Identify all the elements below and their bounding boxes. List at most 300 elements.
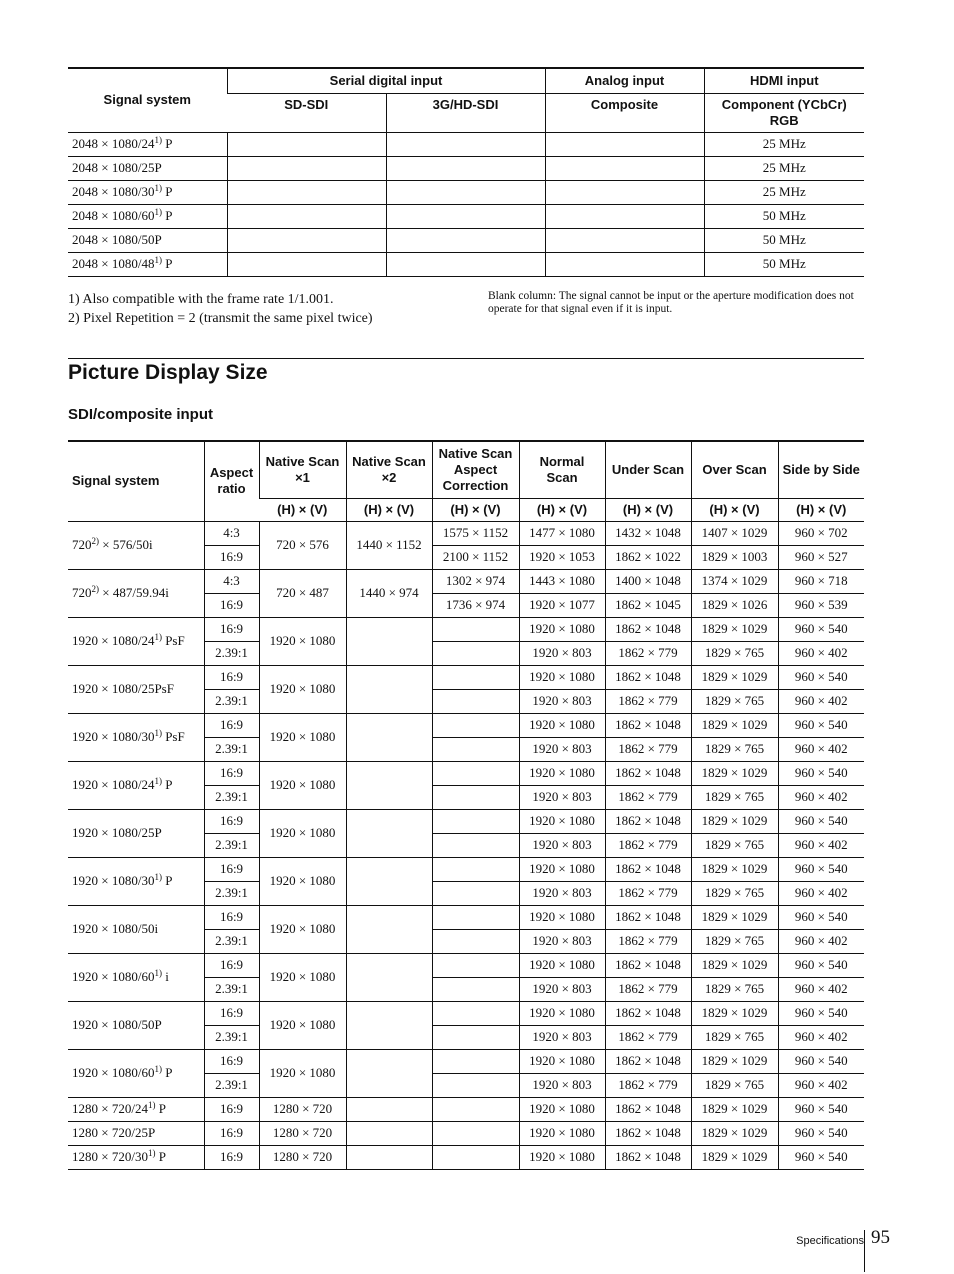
signal-base: 2048 × 1080/30 — [72, 184, 155, 199]
side-by-side-cell: 960 × 402 — [778, 881, 864, 905]
native-scan-x2-cell — [346, 617, 432, 665]
over-scan-cell: 1829 × 765 — [691, 881, 778, 905]
native-scan-x1-cell: 720 × 576 — [259, 521, 346, 569]
over-scan-cell: 1829 × 1029 — [691, 1121, 778, 1145]
picture-display-size-table — [68, 440, 864, 1170]
normal-scan-cell: 1920 × 1080 — [519, 761, 605, 785]
side-by-side-cell: 960 × 402 — [778, 1073, 864, 1097]
native-scan-x2-cell — [346, 1049, 432, 1097]
side-by-side-cell: 960 × 540 — [778, 713, 864, 737]
table-row — [68, 252, 864, 276]
aspect-ratio-cell: 2.39:1 — [204, 1073, 259, 1097]
normal-scan-cell: 1920 × 803 — [519, 689, 605, 713]
aspect-ratio-cell: 16:9 — [204, 1097, 259, 1121]
hdmi-cell: 25 MHz — [704, 180, 864, 204]
side-by-side-cell: 960 × 402 — [778, 833, 864, 857]
under-scan-cell: 1862 × 779 — [605, 881, 691, 905]
native-scan-x1-cell: 1920 × 1080 — [259, 857, 346, 905]
aspect-ratio-cell: 4:3 — [204, 521, 259, 545]
native-scan-aspect-cell — [432, 929, 519, 953]
native-scan-x2-cell — [346, 761, 432, 809]
header-component-line1: Component (YCbCr) — [721, 96, 847, 112]
native-scan-aspect-cell — [432, 737, 519, 761]
header-hv: (H) × (V) — [605, 498, 691, 521]
aspect-ratio-cell: 2.39:1 — [204, 785, 259, 809]
normal-scan-cell: 1920 × 803 — [519, 833, 605, 857]
signal-system-cell — [68, 617, 204, 665]
signal-system-cell — [68, 569, 204, 617]
side-by-side-cell: 960 × 527 — [778, 545, 864, 569]
side-by-side-cell: 960 × 402 — [778, 929, 864, 953]
aspect-ratio-cell: 2.39:1 — [204, 689, 259, 713]
hdmi-cell: 25 MHz — [704, 132, 864, 156]
over-scan-cell: 1407 × 1029 — [691, 521, 778, 545]
table-row — [68, 713, 864, 737]
signal-suffix: PsF — [161, 633, 185, 648]
native-scan-x2-cell — [346, 1001, 432, 1049]
sd-sdi-cell — [227, 252, 386, 276]
header-hdmi-input: HDMI input — [704, 68, 864, 93]
aspect-ratio-cell: 4:3 — [204, 569, 259, 593]
aspect-ratio-cell: 16:9 — [204, 1121, 259, 1145]
native-scan-x2-cell — [346, 665, 432, 713]
native-scan-x2-cell — [346, 857, 432, 905]
normal-scan-cell: 1920 × 803 — [519, 737, 605, 761]
under-scan-cell: 1862 × 779 — [605, 785, 691, 809]
sd-sdi-cell — [227, 204, 386, 228]
table-row — [68, 156, 864, 180]
signal-suffix: P — [155, 1149, 166, 1164]
footnote-ref: 1) — [154, 255, 162, 265]
over-scan-cell: 1829 × 765 — [691, 1025, 778, 1049]
side-by-side-cell: 960 × 540 — [778, 1049, 864, 1073]
over-scan-cell: 1374 × 1029 — [691, 569, 778, 593]
header-native-scan-x1: Native Scan ×1 — [259, 441, 346, 498]
header-component — [704, 93, 864, 132]
table-row — [68, 953, 864, 977]
native-scan-x2-cell — [346, 905, 432, 953]
signal-base: 720 — [72, 537, 92, 552]
under-scan-cell: 1862 × 1048 — [605, 953, 691, 977]
side-by-side-cell: 960 × 539 — [778, 593, 864, 617]
side-by-side-cell: 960 × 402 — [778, 641, 864, 665]
header-analog-input: Analog input — [545, 68, 704, 93]
table-row — [68, 132, 864, 156]
sd-sdi-cell — [227, 180, 386, 204]
native-scan-aspect-cell — [432, 1049, 519, 1073]
signal-system-cell — [68, 180, 227, 204]
under-scan-cell: 1862 × 779 — [605, 977, 691, 1001]
native-scan-aspect-cell: 1575 × 1152 — [432, 521, 519, 545]
hd-sdi-cell — [386, 228, 545, 252]
aspect-ratio-cell: 16:9 — [204, 617, 259, 641]
signal-base: 1920 × 1080/30 — [72, 873, 155, 888]
native-scan-x2-cell — [346, 1121, 432, 1145]
side-by-side-cell: 960 × 540 — [778, 665, 864, 689]
normal-scan-cell: 1920 × 803 — [519, 641, 605, 665]
normal-scan-cell: 1920 × 1080 — [519, 857, 605, 881]
native-scan-x1-cell: 1280 × 720 — [259, 1097, 346, 1121]
normal-scan-cell: 1920 × 1080 — [519, 1121, 605, 1145]
side-by-side-cell: 960 × 540 — [778, 1097, 864, 1121]
signal-base: 1920 × 1080/25P — [72, 825, 162, 840]
native-scan-x1-cell: 1920 × 1080 — [259, 761, 346, 809]
over-scan-cell: 1829 × 1029 — [691, 953, 778, 977]
header-hv: (H) × (V) — [432, 498, 519, 521]
native-scan-aspect-cell: 1736 × 974 — [432, 593, 519, 617]
signal-base: 2048 × 1080/50P — [72, 232, 162, 247]
under-scan-cell: 1862 × 779 — [605, 929, 691, 953]
signal-system-cell — [68, 1145, 204, 1169]
over-scan-cell: 1829 × 1029 — [691, 665, 778, 689]
signal-system-cell — [68, 1001, 204, 1049]
over-scan-cell: 1829 × 1029 — [691, 1145, 778, 1169]
header-hd-sdi: 3G/HD-SDI — [386, 93, 545, 132]
native-scan-x1-cell: 1920 × 1080 — [259, 617, 346, 665]
hd-sdi-cell — [386, 204, 545, 228]
table-row — [68, 857, 864, 881]
over-scan-cell: 1829 × 1029 — [691, 1001, 778, 1025]
signal-suffix: P — [161, 873, 173, 888]
under-scan-cell: 1862 × 779 — [605, 689, 691, 713]
signal-base: 1920 × 1080/60 — [72, 1065, 155, 1080]
native-scan-x2-cell — [346, 809, 432, 857]
table2-body — [68, 521, 864, 1169]
under-scan-cell: 1432 × 1048 — [605, 521, 691, 545]
header-signal-system: Signal system — [68, 68, 227, 132]
normal-scan-cell: 1477 × 1080 — [519, 521, 605, 545]
under-scan-cell: 1862 × 1048 — [605, 761, 691, 785]
composite-cell — [545, 252, 704, 276]
normal-scan-cell: 1920 × 803 — [519, 1025, 605, 1049]
side-by-side-cell: 960 × 402 — [778, 737, 864, 761]
normal-scan-cell: 1920 × 803 — [519, 785, 605, 809]
native-scan-aspect-cell — [432, 977, 519, 1001]
signal-base: 1920 × 1080/50P — [72, 1017, 162, 1032]
under-scan-cell: 1862 × 1048 — [605, 1001, 691, 1025]
native-scan-aspect-cell — [432, 761, 519, 785]
aspect-ratio-cell: 16:9 — [204, 593, 259, 617]
table-row — [68, 569, 864, 593]
header-native-scan-x2: Native Scan ×2 — [346, 441, 432, 498]
native-scan-x1-cell: 1920 × 1080 — [259, 809, 346, 857]
aspect-ratio-cell: 16:9 — [204, 1049, 259, 1073]
under-scan-cell: 1862 × 1048 — [605, 713, 691, 737]
signal-suffix: i — [161, 969, 169, 984]
aspect-ratio-cell: 16:9 — [204, 1001, 259, 1025]
footer-divider — [864, 1230, 865, 1272]
footnote-2: 2) Pixel Repetition = 2 (transmit the same pixel twice) — [68, 311, 373, 326]
aspect-ratio-cell: 2.39:1 — [204, 977, 259, 1001]
native-scan-x2-cell — [346, 953, 432, 1001]
native-scan-aspect-cell — [432, 1097, 519, 1121]
signal-system-cell — [68, 905, 204, 953]
footnote-ref: 1) — [154, 135, 162, 145]
sd-sdi-cell — [227, 156, 386, 180]
side-by-side-cell: 960 × 540 — [778, 1001, 864, 1025]
signal-suffix: PsF — [161, 729, 185, 744]
aspect-ratio-cell: 16:9 — [204, 809, 259, 833]
hdmi-cell: 50 MHz — [704, 252, 864, 276]
table-row — [68, 809, 864, 833]
over-scan-cell: 1829 × 1029 — [691, 761, 778, 785]
normal-scan-cell: 1920 × 1080 — [519, 905, 605, 929]
table-row — [68, 1001, 864, 1025]
table-row — [68, 1145, 864, 1169]
under-scan-cell: 1862 × 1022 — [605, 545, 691, 569]
under-scan-cell: 1862 × 1048 — [605, 1097, 691, 1121]
over-scan-cell: 1829 × 1029 — [691, 1049, 778, 1073]
signal-bandwidth-table — [68, 67, 864, 277]
normal-scan-cell: 1920 × 803 — [519, 977, 605, 1001]
under-scan-cell: 1862 × 1048 — [605, 1049, 691, 1073]
sd-sdi-cell — [227, 132, 386, 156]
signal-system-cell — [68, 857, 204, 905]
signal-suffix: P — [161, 777, 173, 792]
native-scan-x2-cell — [346, 1097, 432, 1121]
table-row — [68, 228, 864, 252]
aspect-ratio-cell: 2.39:1 — [204, 881, 259, 905]
aspect-ratio-cell: 2.39:1 — [204, 737, 259, 761]
over-scan-cell: 1829 × 1003 — [691, 545, 778, 569]
footnote-ref: 1) — [154, 776, 162, 786]
footnote-ref: 1) — [154, 632, 162, 642]
signal-base: 1920 × 1080/50i — [72, 921, 159, 936]
native-scan-aspect-cell — [432, 1025, 519, 1049]
footnote-ref: 1) — [154, 207, 162, 217]
normal-scan-cell: 1920 × 1080 — [519, 1001, 605, 1025]
over-scan-cell: 1829 × 765 — [691, 641, 778, 665]
header-side-by-side: Side by Side — [778, 441, 864, 498]
native-scan-x1-cell: 1280 × 720 — [259, 1121, 346, 1145]
over-scan-cell: 1829 × 765 — [691, 833, 778, 857]
native-scan-aspect-cell — [432, 1073, 519, 1097]
over-scan-cell: 1829 × 765 — [691, 689, 778, 713]
signal-base: 1280 × 720/24 — [72, 1101, 148, 1116]
table-row — [68, 1049, 864, 1073]
footnotes — [68, 290, 373, 328]
over-scan-cell: 1829 × 1029 — [691, 857, 778, 881]
footnote-ref: 1) — [147, 1148, 156, 1158]
under-scan-cell: 1862 × 779 — [605, 1025, 691, 1049]
under-scan-cell: 1862 × 1045 — [605, 593, 691, 617]
signal-suffix: P — [161, 184, 173, 199]
header-hv: (H) × (V) — [259, 498, 346, 521]
signal-base: 2048 × 1080/24 — [72, 136, 155, 151]
composite-cell — [545, 132, 704, 156]
normal-scan-cell: 1920 × 1080 — [519, 953, 605, 977]
normal-scan-cell: 1920 × 1080 — [519, 1049, 605, 1073]
footnote-ref: 1) — [147, 1100, 156, 1110]
normal-scan-cell: 1920 × 1080 — [519, 1145, 605, 1169]
header-signal-system: Signal system — [68, 441, 204, 521]
signal-system-cell — [68, 1121, 204, 1145]
header-aspect-ratio: Aspect ratio — [204, 441, 259, 521]
native-scan-aspect-cell — [432, 617, 519, 641]
signal-base: 1920 × 1080/24 — [72, 633, 155, 648]
signal-base: 1280 × 720/25P — [72, 1125, 156, 1140]
native-scan-aspect-cell: 2100 × 1152 — [432, 545, 519, 569]
normal-scan-cell: 1920 × 1053 — [519, 545, 605, 569]
header-sd-sdi: SD-SDI — [227, 93, 386, 132]
native-scan-aspect-cell — [432, 905, 519, 929]
native-scan-x1-cell: 720 × 487 — [259, 569, 346, 617]
header-hv: (H) × (V) — [519, 498, 605, 521]
side-by-side-cell: 960 × 540 — [778, 953, 864, 977]
signal-system-cell — [68, 521, 204, 569]
normal-scan-cell: 1920 × 1080 — [519, 713, 605, 737]
footnote-ref: 1) — [154, 968, 162, 978]
native-scan-x1-cell: 1920 × 1080 — [259, 1001, 346, 1049]
aspect-ratio-cell: 2.39:1 — [204, 929, 259, 953]
signal-base: 1920 × 1080/60 — [72, 969, 155, 984]
over-scan-cell: 1829 × 1029 — [691, 617, 778, 641]
aspect-ratio-cell: 16:9 — [204, 713, 259, 737]
table-row — [68, 761, 864, 785]
over-scan-cell: 1829 × 1029 — [691, 713, 778, 737]
hdmi-cell: 25 MHz — [704, 156, 864, 180]
footnote-ref: 1) — [154, 1064, 162, 1074]
normal-scan-cell: 1920 × 803 — [519, 929, 605, 953]
side-by-side-cell: 960 × 702 — [778, 521, 864, 545]
native-scan-aspect-cell — [432, 689, 519, 713]
blank-column-note: Blank column: The signal cannot be input or the aperture modification does not operate for that signal even if it is input. — [488, 290, 854, 315]
header-composite: Composite — [545, 93, 704, 132]
aspect-ratio-cell: 16:9 — [204, 953, 259, 977]
signal-system-cell — [68, 809, 204, 857]
signal-suffix: P — [161, 1065, 173, 1080]
hdmi-cell: 50 MHz — [704, 204, 864, 228]
under-scan-cell: 1862 × 779 — [605, 641, 691, 665]
side-by-side-cell: 960 × 402 — [778, 785, 864, 809]
signal-base: 720 — [72, 585, 92, 600]
signal-system-cell — [68, 713, 204, 761]
sd-sdi-cell — [227, 228, 386, 252]
aspect-ratio-cell: 2.39:1 — [204, 641, 259, 665]
signal-base: 2048 × 1080/48 — [72, 256, 155, 271]
aspect-ratio-cell: 16:9 — [204, 665, 259, 689]
side-by-side-cell: 960 × 402 — [778, 977, 864, 1001]
subsection-title: SDI/composite input — [68, 406, 214, 423]
normal-scan-cell: 1920 × 1077 — [519, 593, 605, 617]
signal-system-cell — [68, 156, 227, 180]
signal-system-cell — [68, 1097, 204, 1121]
signal-base: 1920 × 1080/25PsF — [72, 681, 174, 696]
table1-body — [68, 132, 864, 276]
hdmi-cell: 50 MHz — [704, 228, 864, 252]
header-hv: (H) × (V) — [691, 498, 778, 521]
over-scan-cell: 1829 × 765 — [691, 785, 778, 809]
section-divider — [68, 358, 864, 359]
footnote-ref: 1) — [154, 728, 162, 738]
hd-sdi-cell — [386, 180, 545, 204]
signal-system-cell — [68, 761, 204, 809]
signal-base: 2048 × 1080/25P — [72, 160, 162, 175]
aspect-ratio-cell: 16:9 — [204, 857, 259, 881]
composite-cell — [545, 156, 704, 180]
signal-base: 1920 × 1080/24 — [72, 777, 155, 792]
under-scan-cell: 1862 × 1048 — [605, 905, 691, 929]
over-scan-cell: 1829 × 765 — [691, 737, 778, 761]
aspect-ratio-cell: 16:9 — [204, 1145, 259, 1169]
signal-base: 2048 × 1080/60 — [72, 208, 155, 223]
side-by-side-cell: 960 × 540 — [778, 617, 864, 641]
table-row — [68, 905, 864, 929]
side-by-side-cell: 960 × 540 — [778, 1145, 864, 1169]
footnote-ref: 2) — [91, 584, 99, 594]
composite-cell — [545, 204, 704, 228]
native-scan-aspect-cell — [432, 665, 519, 689]
hd-sdi-cell — [386, 252, 545, 276]
aspect-ratio-cell: 16:9 — [204, 905, 259, 929]
composite-cell — [545, 180, 704, 204]
normal-scan-cell: 1443 × 1080 — [519, 569, 605, 593]
side-by-side-cell: 960 × 540 — [778, 761, 864, 785]
signal-system-cell — [68, 953, 204, 1001]
under-scan-cell: 1862 × 1048 — [605, 665, 691, 689]
side-by-side-cell: 960 × 402 — [778, 1025, 864, 1049]
table-row — [68, 204, 864, 228]
signal-base: 1920 × 1080/30 — [72, 729, 155, 744]
aspect-ratio-cell: 16:9 — [204, 761, 259, 785]
native-scan-aspect-cell — [432, 809, 519, 833]
signal-suffix: P — [161, 208, 173, 223]
native-scan-aspect-cell — [432, 1145, 519, 1169]
under-scan-cell: 1862 × 779 — [605, 1073, 691, 1097]
normal-scan-cell: 1920 × 1080 — [519, 809, 605, 833]
under-scan-cell: 1862 × 779 — [605, 737, 691, 761]
native-scan-aspect-cell — [432, 857, 519, 881]
header-normal-scan: Normal Scan — [519, 441, 605, 498]
under-scan-cell: 1400 × 1048 — [605, 569, 691, 593]
hd-sdi-cell — [386, 132, 545, 156]
composite-cell — [545, 228, 704, 252]
under-scan-cell: 1862 × 1048 — [605, 809, 691, 833]
side-by-side-cell: 960 × 718 — [778, 569, 864, 593]
signal-suffix: P — [161, 136, 173, 151]
signal-suffix: × 576/50i — [99, 537, 153, 552]
footnote-1: 1) Also compatible with the frame rate 1/1.001. — [68, 292, 334, 307]
native-scan-x2-cell — [346, 1145, 432, 1169]
normal-scan-cell: 1920 × 1080 — [519, 617, 605, 641]
header-component-line2: RGB — [769, 112, 799, 128]
native-scan-x2-cell: 1440 × 1152 — [346, 521, 432, 569]
native-scan-x1-cell: 1920 × 1080 — [259, 953, 346, 1001]
header-hv: (H) × (V) — [778, 498, 864, 521]
table-row — [68, 180, 864, 204]
native-scan-aspect-cell — [432, 833, 519, 857]
side-by-side-cell: 960 × 540 — [778, 809, 864, 833]
side-by-side-cell: 960 × 540 — [778, 857, 864, 881]
header-over-scan: Over Scan — [691, 441, 778, 498]
signal-system-cell — [68, 132, 227, 156]
under-scan-cell: 1862 × 1048 — [605, 1121, 691, 1145]
over-scan-cell: 1829 × 1029 — [691, 1097, 778, 1121]
under-scan-cell: 1862 × 779 — [605, 833, 691, 857]
over-scan-cell: 1829 × 1029 — [691, 809, 778, 833]
header-under-scan: Under Scan — [605, 441, 691, 498]
aspect-ratio-cell: 2.39:1 — [204, 833, 259, 857]
header-native-scan-aspect: Native Scan Aspect Correction — [432, 441, 519, 498]
section-title: Picture Display Size — [68, 361, 268, 384]
native-scan-aspect-cell — [432, 641, 519, 665]
signal-suffix: × 487/59.94i — [99, 585, 169, 600]
side-by-side-cell: 960 × 540 — [778, 905, 864, 929]
aspect-ratio-cell: 2.39:1 — [204, 1025, 259, 1049]
table-row — [68, 521, 864, 545]
signal-suffix: P — [155, 1101, 166, 1116]
hd-sdi-cell — [386, 156, 545, 180]
